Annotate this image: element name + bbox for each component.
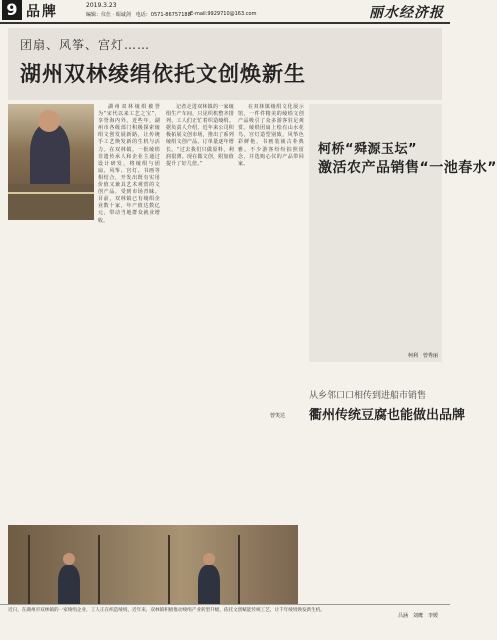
page-number: 9 [2,0,22,20]
photo-loom [8,184,94,220]
sidebar-kicker: 柯桥“舜源玉坛” [318,142,418,157]
newspaper-name: 丽水经济报 [369,5,444,21]
sidebar-title: 激活农产品销售“一池春水” [318,160,497,176]
tofu-title: 衢州传统豆腐也能做出品牌 [309,408,466,423]
article-column-1 [98,104,160,524]
photo-loom-post [98,535,100,605]
article-paragraph: 湖州双林绫绢被誉为“宋代以来工艺之宝”，享誉海内外。近些年，湖州市各级部门积极探索绫绢文创发展新路，让传统手工艺焕发新的生机与活力。在双林镇，一批绫绢非遗传承人和企业主通过设计研发，将绫绢与团扇、风筝、宫灯、书画等相结合，开发出既有实用价值又兼具艺术观赏的文创产品，受到市场青睐。目前，双林镇已有绫绢企业数十家，年产值达数亿元，带动当地群众就业增收。 [98,104,160,224]
main-kicker: 团扇、风筝、宫灯…… [20,38,151,52]
issue-date: 2019.3.23 [86,2,117,9]
section-name: 品牌 [26,4,58,20]
article-paragraph: 在双林镇绫绢文化展示馆，一件件精美的绫绢文创产品吸引了众多游客驻足观赏。绫绢团扇上绘有山水花鸟，宫灯造型别致，风筝色彩鲜艳，书画装裱古朴典雅。不少游客纷纷拍照留念，并选购心仪的产品带回家。 [238,104,304,167]
main-byline: 曾笑达 [270,413,286,419]
photo-loom-post [28,535,30,605]
sidebar-byline: 柯利 曾秀丽 [407,353,438,359]
editors-line: 编辑：仪仕 · 昭诚剑 电话：0571-86757188 [86,12,191,18]
bottom-rule [0,604,450,605]
main-headline: 湖州双林绫绢依托文创焕新生 [20,62,306,86]
photo-worker [198,565,220,605]
weaving-photo [8,525,298,605]
photo-thread [8,192,94,194]
tofu-byline: 吕涵 刘鹰 李媛 [397,613,438,619]
photo-worker [58,565,80,605]
photo-loom-post [238,535,240,605]
article-paragraph: 记者走进双林镇的一家绫绢生产车间，只见织机整齐排列，工人们正忙着织造绫绢。据负责人介绍，近年来公司积极拓展文创市场，推出了系列绫绢文创产品，订单量逐年增长。“过去我们只做原料，利润很薄。现在做文创，附加值提升了好几倍。” [166,104,234,167]
masthead [0,0,450,24]
article-column-2 [166,104,234,524]
photo-loom-post [168,535,170,605]
tofu-kicker: 从乡邻口口相传到进船市销售 [309,391,427,401]
contact-email: E-mail:9929710@163.com [190,11,257,17]
article-column-3 [238,104,304,404]
photo-worker-head [63,553,75,565]
photo-worker-head [203,553,215,565]
photo-face [38,110,60,132]
artisan-photo [8,104,94,220]
photo-caption: 近日，在湖州市双林镇的一家绫绢企业，工人正在织造绫绢。近年来，双林镇积极推动绫绢产业转型升级，依托文创赋能传统工艺，让千年绫绢焕发新生机。 [8,608,325,613]
